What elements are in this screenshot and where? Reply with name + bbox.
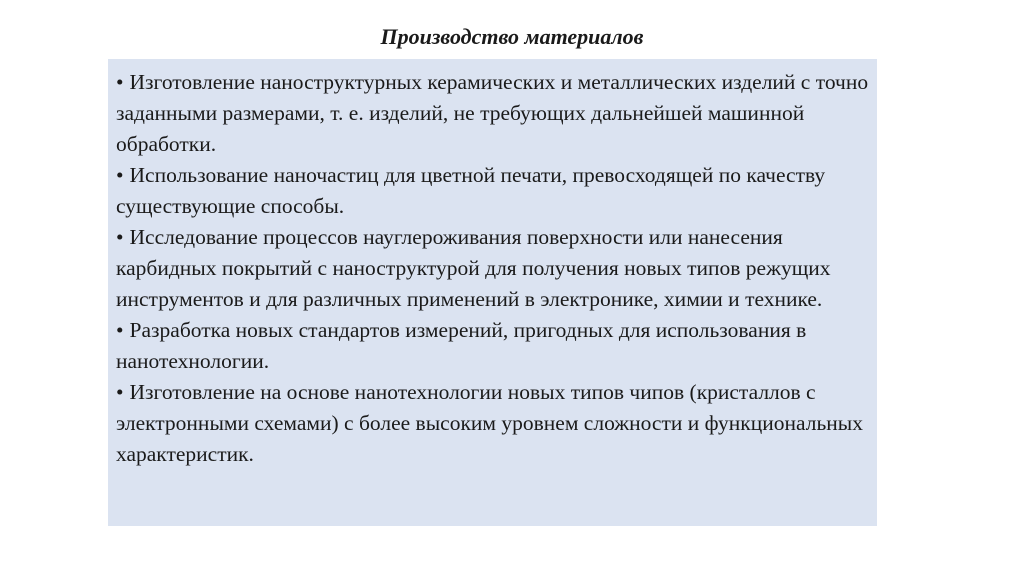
- bullet-icon: •: [116, 380, 124, 404]
- content-box: [108, 59, 877, 526]
- bullet-icon: •: [116, 70, 124, 94]
- list-item: [116, 222, 869, 315]
- list-item: [116, 67, 869, 160]
- slide-title: Производство материалов: [380, 24, 644, 49]
- list-item-text: Разработка новых стандартов измерений, пригодных для использования в нанотехнологии.: [116, 318, 807, 373]
- bullet-icon: •: [116, 163, 124, 187]
- list-item-text: Изготовление наноструктурных керамических и металлических изделий с точно заданными размерами, т. е. изделий, не требующих дальнейшей машинной обработки.: [116, 70, 869, 156]
- list-item-text: Использование наночастиц для цветной печати, превосходящей по качеству существующие способы.: [116, 163, 826, 218]
- list-item: [116, 160, 869, 222]
- list-item-text: Изготовление на основе нанотехнологии новых типов чипов (кристаллов с электронными схемами) с более высоким уровнем сложности и функциональных характеристик.: [116, 380, 863, 466]
- bullet-list: [116, 67, 869, 470]
- list-item-text: Исследование процессов науглероживания поверхности или нанесения карбидных покрытий с наноструктурой для получения новых типов режущих инструментов и для различных применений в электронике, химии и технике.: [116, 225, 831, 311]
- bullet-icon: •: [116, 225, 124, 249]
- bullet-icon: •: [116, 318, 124, 342]
- list-item: [116, 377, 869, 470]
- list-item: [116, 315, 869, 377]
